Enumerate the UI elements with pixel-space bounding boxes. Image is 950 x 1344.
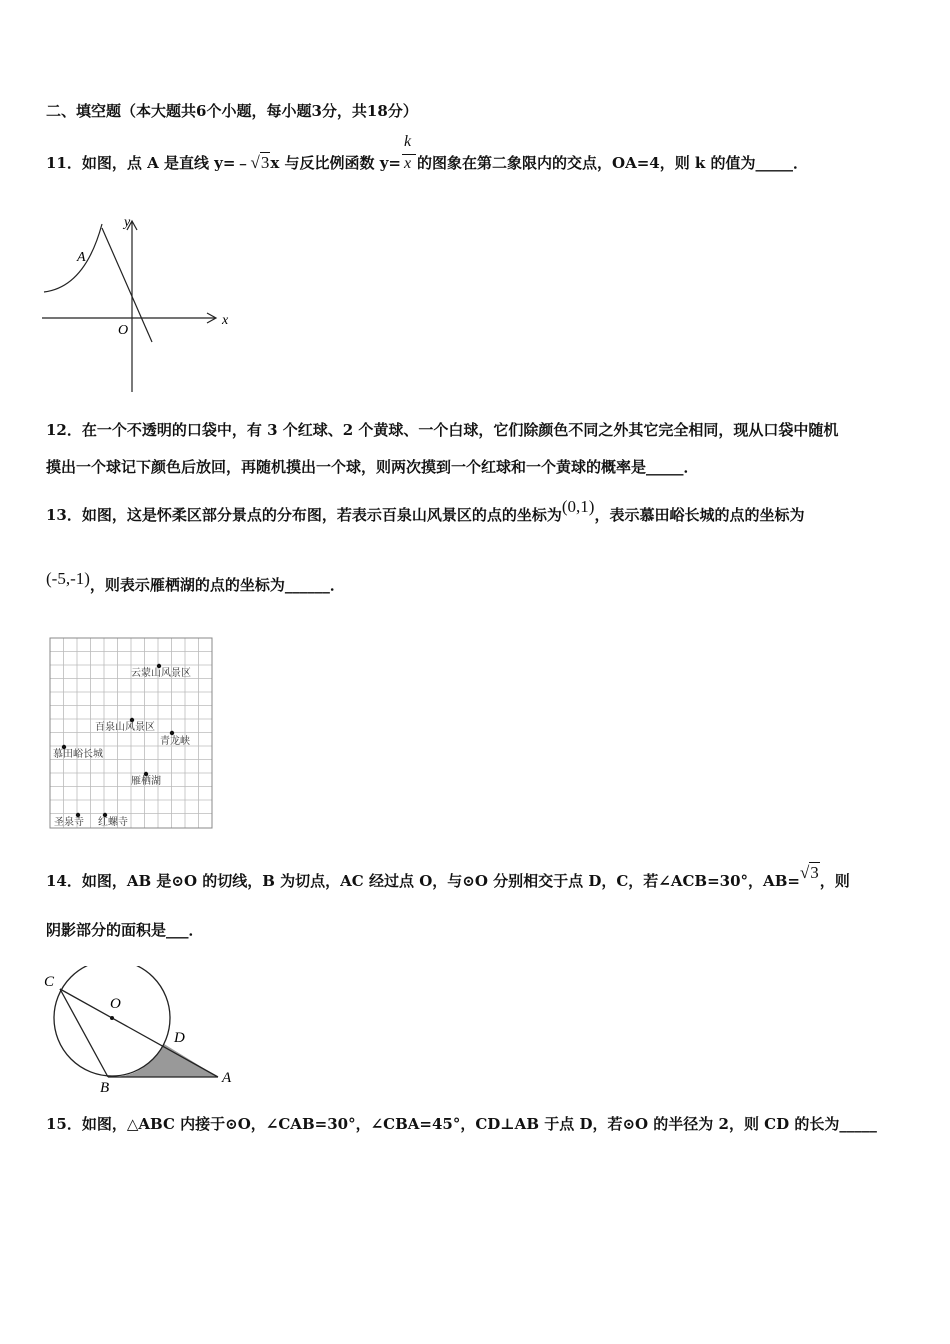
q13-map [48,636,216,832]
label-qinglongxia: 青龙峡 [160,736,190,747]
label-yanqihu: 雁栖湖 [131,776,161,787]
question-12-line1: 12．在一个不透明的口袋中，有 3 个红球、2 个黄球、一个白球，它们除颜色不同之外其它完全相同，现从口袋中随机 [46,421,839,439]
hyperbola-branch [44,224,102,292]
question-15: 15．如图，△ABC 内接于⊙O，∠CAB=30°，∠CBA=45°，CD⊥AB 于点 D，若⊙O 的半径为 2，则 CD 的长为_____ [46,1115,877,1133]
label-b: B [100,1080,110,1096]
origin-label: O [118,323,129,338]
question-13-line2 [46,569,345,595]
label-hongluosi: 红螺寺 [98,817,128,828]
label-shengquansi: 圣泉寺 [54,817,84,828]
question-14-line2: 阴影部分的面积是___． [46,921,204,939]
coord-mutianyu: (-5,-1) [46,569,90,588]
label-o: O [110,996,121,1012]
coord-baiquanshan: (0,1) [561,497,595,516]
section-title: 二、填空题（本大题共6个小题，每小题3分，共18分） [46,102,418,120]
q11-figure [40,212,240,397]
label-d: D [174,1030,185,1046]
q11-text-b: x 与反比例函数 y= [270,154,401,172]
question-13-line1 [46,497,805,525]
x-label: x [222,313,229,328]
q11-text-a: 11．如图，点 A 是直线 y=﹣ [46,154,251,172]
q13-text-c: ，则表示雁栖湖的点的坐标为______． [89,576,345,594]
q13-text-b: ，表示慕田峪长城的点的坐标为 [594,506,805,524]
q14-text-b: ，则 [819,872,850,890]
label-baiquanshan: 百泉山风景区 [95,722,155,733]
label-mutianyu: 慕田峪长城 [53,749,103,760]
question-12-line2: 摸出一个球记下颜色后放回，再随机摸出一个球，则两次摸到一个红球和一个黄球的概率是_____． [46,458,699,476]
question-11 [46,133,809,174]
label-a: A [222,1070,232,1086]
q14-text-a: 14．如图，AB 是⊙O 的切线，B 为切点，AC 经过点 O，与⊙O 分别相交于点 D，C，若∠ACB=30°，AB= [46,872,800,890]
q14-figure [40,966,240,1096]
sqrt-3-ab: √3 [799,863,819,882]
fraction-k-over-x: $\frac{k}{x}$ [401,154,417,174]
dot-qinglongxia [170,731,174,735]
circle-o [54,966,170,1076]
center-dot [110,1016,114,1020]
label-c: C [44,974,55,990]
q11-text-c: 的图象在第二象限内的交点，OA=4，则 k 的值为_____． [417,154,809,172]
sqrt-3: √3 [250,153,270,172]
q13-text-a: 13．如图，这是怀柔区部分景点的分布图，若表示百泉山风景区的点的坐标为 [46,506,562,524]
question-14-line1 [46,863,850,891]
label-yunmengshan: 云蒙山风景区 [131,668,191,679]
y-label: y [124,215,131,230]
point-a-label: A [77,250,86,265]
shaded-region [108,1044,218,1077]
